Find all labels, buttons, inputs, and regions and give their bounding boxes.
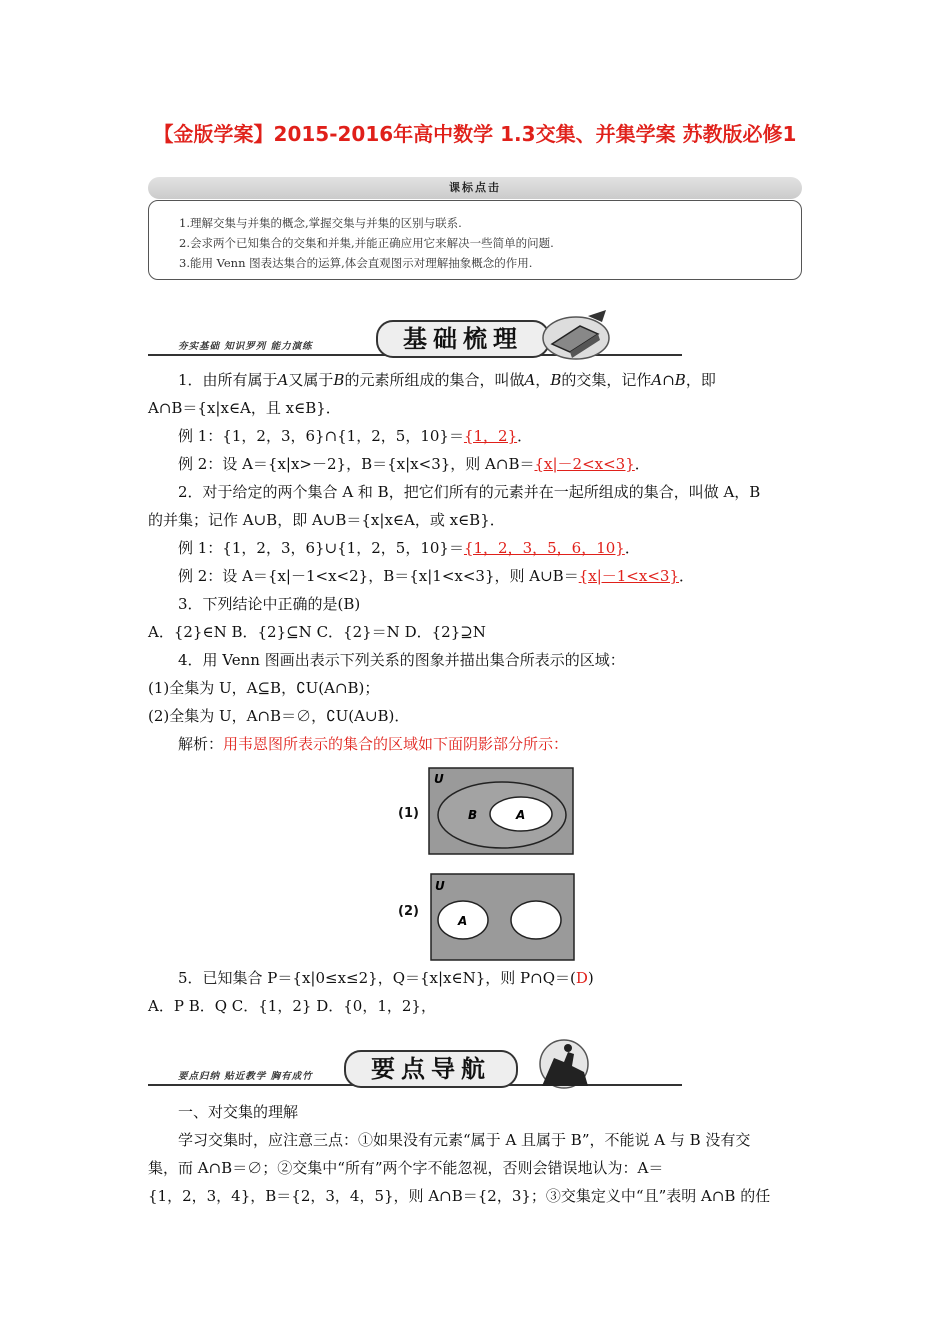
venn1-label: (1) <box>398 806 419 821</box>
item4-solution: 解析：用韦恩图所表示的集合的区域如下面阴影部分所示： <box>178 735 569 753</box>
section-banner: 课标点击 <box>148 177 802 199</box>
answer: {1，2，3，5，6，10} <box>463 539 625 557</box>
objectives-box <box>148 200 802 280</box>
set-b-label: B <box>468 808 478 822</box>
answer: {x|－2<x<3} <box>534 455 635 473</box>
item5-question: 5．已知集合 P＝{x|0≤x≤2}，Q＝{x|x∈N}，则 P∩Q＝(D) <box>178 969 594 987</box>
universal-set-label: U <box>434 772 444 786</box>
item1-example1: 例 1：{1，2，3，6}∩{1，2，5，10}＝{1，2}． <box>178 427 533 445</box>
page-title: 【金版学案】2015-2016年高中数学 1.3交集、并集学案 苏教版必修1 <box>153 122 797 146</box>
item4-case1: (1)全集为 U，A⊆B，∁U(A∩B)； <box>148 679 380 697</box>
answer: {1，2} <box>463 427 518 445</box>
item1-formula: A∩B＝{x|x∈A，且 x∈B}． <box>148 399 341 417</box>
item2-example2: 例 2：设 A＝{x|－1<x<2}，B＝{x|1<x<3}，则 A∪B＝{x|－1<x<3}． <box>178 567 695 585</box>
item1-example2: 例 2：设 A＝{x|x>－2}，B＝{x|x<3}，则 A∩B＝{x|－2<x<3}． <box>178 455 650 473</box>
section-subtitle: 要点归纳 贴近教学 胸有成竹 <box>178 1071 313 1082</box>
objective-item: 1.理解交集与并集的概念,掌握交集与并集的区别与联系. <box>179 216 462 230</box>
part1-paragraph-line: 集，而 A∩B＝∅；②交集中“所有”两个字不能忽视，否则会错误地认为：A＝ <box>148 1159 664 1177</box>
section-heading-keypoints <box>148 1036 802 1090</box>
item4-case2: (2)全集为 U，A∩B＝∅，∁U(A∪B)． <box>148 707 410 725</box>
navigator-icon <box>528 1038 600 1090</box>
item4-question: 4．用 Venn 图画出表示下列关系的图象并描出集合所表示的区域： <box>178 651 625 669</box>
item3-question: 3．下列结论中正确的是(B) <box>178 595 361 613</box>
venn-diagram-1 <box>428 767 574 855</box>
set-a-label: A <box>516 808 526 822</box>
item2-example1: 例 1：{1，2，3，6}∪{1，2，5，10}＝{1，2，3，5，6，10}． <box>178 539 640 557</box>
section-subtitle: 夯实基础 知识罗列 能力演练 <box>178 341 313 352</box>
item2-definition-cont: 的并集；记作 A∪B，即 A∪B＝{x|x∈A，或 x∈B}． <box>148 511 505 529</box>
part1-paragraph-line: {1，2，3，4}，B＝{2，3，4，5}，则 A∩B＝{2，3}；③交集定义中“且”表明 A∩B 的任 <box>148 1187 771 1205</box>
answer: {x|－1<x<3} <box>578 567 679 585</box>
section-heading-basics <box>148 306 802 360</box>
venn-diagram-2 <box>430 873 575 961</box>
venn2-label: (2) <box>398 904 419 919</box>
objective-item: 2.会求两个已知集合的交集和并集,并能正确应用它来解决一些简单的问题. <box>179 236 554 250</box>
item1-definition: 1．由所有属于A又属于B的元素所组成的集合，叫做A，B的交集，记作A∩B，即 <box>178 371 716 389</box>
part1-heading: 一、对交集的理解 <box>178 1103 299 1121</box>
item5-options: A．P B．Q C．{1，2} D．{0，1，2}， <box>148 997 436 1015</box>
part1-paragraph-line: 学习交集时，应注意三点：①如果没有元素“属于 A 且属于 B”，不能说 A 与 B 没有交 <box>178 1131 751 1149</box>
item2-definition: 2．对于给定的两个集合 A 和 B，把它们所有的元素并在一起所组成的集合，叫做 A，B <box>178 483 761 501</box>
universal-set-label: U <box>435 879 445 893</box>
objective-item: 3.能用 Venn 图表达集合的运算,体会直观图示对理解抽象概念的作用. <box>179 256 533 270</box>
section-name: 要点导航 <box>344 1050 518 1088</box>
set-a-label: A <box>458 914 468 928</box>
section-name: 基础梳理 <box>376 320 550 358</box>
item3-options: A．{2}∈N B．{2}⊆N C．{2}＝N D．{2}⊇N <box>148 623 486 641</box>
book-pen-icon <box>540 308 612 360</box>
answer: D <box>575 969 588 987</box>
